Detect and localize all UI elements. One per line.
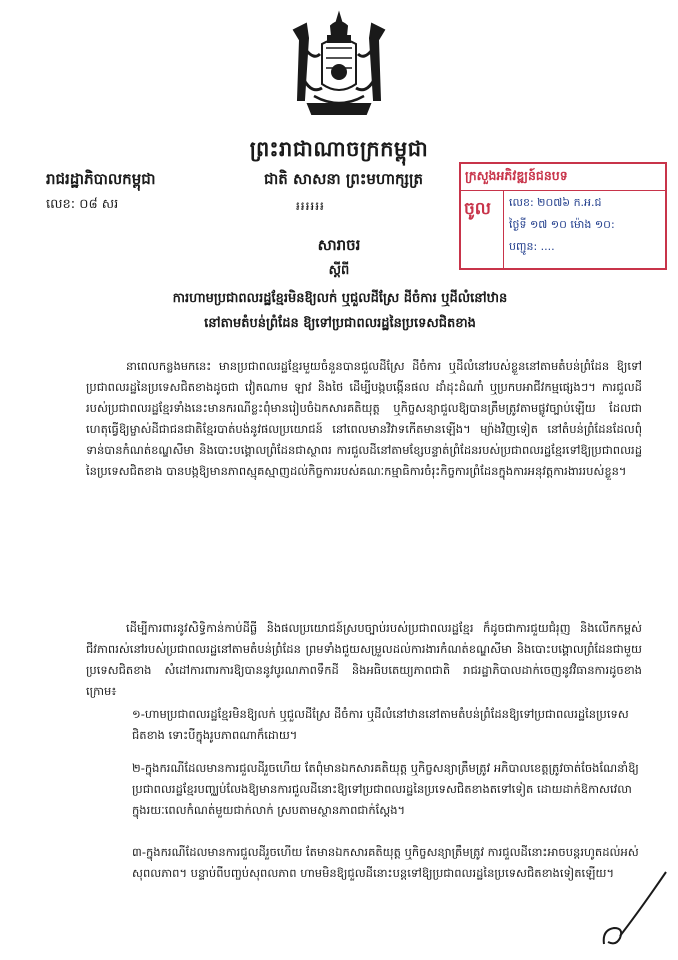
ornament-divider: ៛៛៛៛៛៛: [296, 199, 325, 213]
stamp-divider: [461, 190, 665, 191]
subject-line-1: ការហាមប្រជាពលរដ្ឋខ្មែរមិនឱ្យលក់ ឬជួលដីស្រែ ដីចំការ ឬដីលំនៅឋាន: [172, 291, 508, 306]
measure-item-1: ១-ហាមប្រជាពលរដ្ឋខ្មែរមិនឱ្យលក់ ឬជួលដីស្រែ ដីចំការ ឬដីលំនៅឋាននៅតាមតំបន់ព្រំដែនឱ្យទៅប្រជាពលរដ្ឋនៃប្រទេសជិតខាង ទោះបីក្នុងរូបភាពណាក៏ដោយ។: [132, 707, 629, 742]
government-name: រាជរដ្ឋាភិបាលកម្ពុជា: [46, 170, 156, 188]
measure-item-3: ៣-ក្នុងករណីដែលមានការជួលដីរួចហើយ តែមានឯកសារគតិយុត្ត ឬកិច្ចសន្យាត្រឹមត្រូវ ការជួលដីនោះអាចបន្តរហូតដល់អស់សុពលភាព។ បន្ទាប់ពីបញ្ចប់សុពលភាព ហាមមិនឱ្យជួលដីនោះបន្តទៅឱ្យប្រជាពលរដ្ឋនៃប្រទេសជិតខាងទៀតឡើយ។: [132, 845, 639, 880]
measure-item-2: ២-ក្នុងករណីដែលមានការជួលដីរួចហើយ តែពុំមានឯកសារគតិយុត្ត ឬកិច្ចសន្យាត្រឹមត្រូវ អភិបាលខេត្តត្រូវចាត់ចែងណែនាំឱ្យប្រជាពលរដ្ឋខ្មែរបញ្ឈប់លែងឱ្យមានការជួលដីនោះឱ្យទៅប្រជាពលរដ្ឋនៃប្រទេសជិតខាងតទៅទៀត ដោយដាក់ឱកាសវេលាក្នុងរយៈពេលកំណត់មួយជាក់លាក់ ស្របតាមស្ថានភាពជាក់ស្តែង។: [132, 761, 639, 817]
kingdom-title: ព្រះរាជាណាចក្រកម្ពុជា: [249, 137, 429, 161]
subject-line-2: នៅតាមតំបន់ព្រំដែន ឱ្យទៅប្រជាពលរដ្ឋនៃប្រទេសជិតខាង: [204, 316, 476, 331]
stamp-number-line: លេខ: ២០៧៦ ក.អ.ជ: [509, 196, 602, 209]
document-subject: [120, 286, 560, 336]
stamp-logo-text: ចូល: [464, 199, 491, 219]
paragraph-1: នាពេលកន្លងមកនេះ មានប្រជាពលរដ្ឋខ្មែរមួយចំនួនបានជួលដីស្រែ ដីចំការ ឬដីលំនៅរបស់ខ្លួននៅតាមតំបន់ព្រំដែន ឱ្យទៅប្រជាពលរដ្ឋនៃប្រទេសជិតខាងដូចជា វៀតណាម ឡាវ និងថៃ ដើម្បីបង្កបង្កើនផល ដាំដុះដំណាំ ឬប្រកបអាជីវកម្មផ្សេងៗ។ ការជួលដីរបស់ប្រជាពលរដ្ឋខ្មែរទាំងនេះមានករណីខ្លះពុំមានរៀបចំឯកសារគតិយុត្ត ឬកិច្ចសន្យាជួលឱ្យបានត្រឹមត្រូវតាមផ្លូវច្បាប់ឡើយ ដែលជាហេតុធ្វើឱ្យម្ចាស់ដីជាជនជាតិខ្មែរបាត់បង់នូវផលប្រយោជន៍ នៅពេលមានវិវាទកើតមានឡើង។ ម្យ៉ាងវិញទៀត នៅតំបន់ព្រំដែនដែលពុំទាន់បានកំណត់ខណ្ឌសីមា និងបោះបង្គោលព្រំដែនជាស្ថាពរ ការជួលដីនៅតាមខ្សែបន្ទាត់ព្រំដែនរបស់ប្រជាពលរដ្ឋខ្មែរទៅឱ្យប្រជាពលរដ្ឋនៃប្រទេសជិតខាង បានបង្កឱ្យមានភាពស្មុគស្មាញដល់កិច្ចការរបស់គណៈកម្មាធិការចំរុះកិច្ចការព្រំដែនក្នុងការអនុវត្តការងាររបស់ខ្លួន។: [86, 359, 642, 478]
stamp-date-line: ថ្ងៃទី ១៧ ១០ ម៉ោង ១០:: [509, 218, 615, 231]
national-motto: ជាតិ សាសនា ព្រះមហាក្សត្រ: [264, 170, 423, 188]
document-type: សារាចរ: [317, 236, 361, 254]
reference-number: លេខ: ០៨ សរ: [46, 197, 119, 212]
stamp-heading: ក្រសួងអភិវឌ្ឍន៍ជនបទ: [465, 168, 568, 183]
royal-emblem-icon: [284, 10, 394, 122]
signature-icon: [600, 870, 670, 950]
stamp-file-line: បញ្ជូន: ....: [509, 240, 555, 253]
about-label: ស្ដីពី: [328, 263, 350, 278]
paragraph-2: ដើម្បីការពារនូវសិទ្ធិកាន់កាប់ដីធ្លី និងផលប្រយោជន៍ស្របច្បាប់របស់ប្រជាពលរដ្ឋខ្មែរ ក៏ដូចជាការជួយជំរុញ និងលើកកម្ពស់ជីវភាពរស់នៅរបស់ប្រជាពលរដ្ឋនៅតាមតំបន់ព្រំដែន ព្រមទាំងជួយសម្រួលដល់ការងារកំណត់ខណ្ឌសីមា និងបោះបង្គោលព្រំដែនជាមួយប្រទេសជិតខាង សំដៅការពារការឱ្យបាននូវបូរណភាពទឹកដី និងអធិបតេយ្យភាពជាតិ រាជរដ្ឋាភិបាលដាក់ចេញនូវវិធានការដូចខាងក្រោម៖: [86, 621, 642, 698]
